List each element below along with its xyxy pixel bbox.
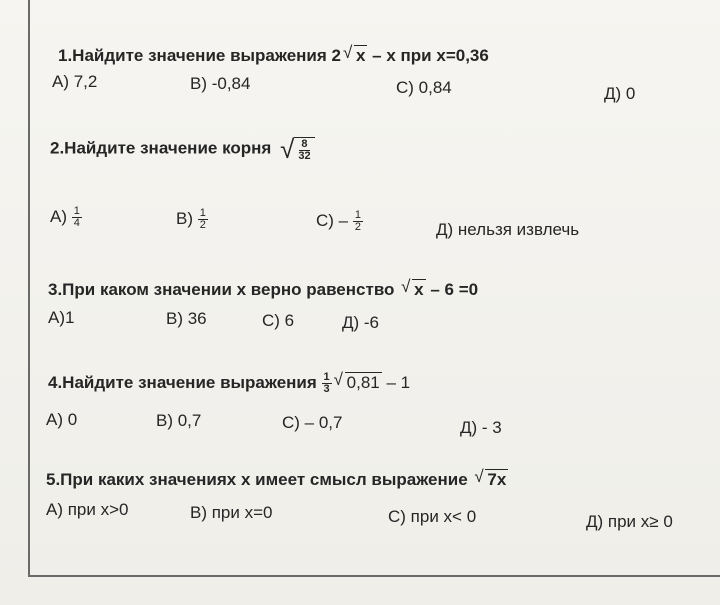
fraction: $\frac{1}{3}$	[323, 371, 330, 395]
fraction: $\frac{1}{2}$	[199, 207, 206, 231]
q1-option-d[interactable]: Д) 0	[604, 84, 636, 103]
fraction: $\frac{1}{2}$	[354, 209, 361, 233]
fraction	[296, 139, 312, 162]
question-1	[58, 46, 489, 66]
q2-option-a[interactable]	[50, 206, 82, 229]
q1-option-c[interactable]: С) 0,84	[396, 78, 452, 97]
question-4	[48, 372, 410, 395]
q4-option-a[interactable]: А) 0	[46, 410, 78, 429]
question-2	[50, 136, 315, 162]
option-label: С) –	[316, 210, 349, 230]
q5-option-c[interactable]: С) при х< 0	[388, 507, 477, 526]
question-1-radicand: x	[355, 46, 366, 65]
q2-option-d[interactable]: Д) нельзя извлечь	[436, 220, 580, 239]
q2-option-b[interactable]	[176, 208, 208, 231]
fraction: $\frac{1}{4}$	[73, 205, 80, 229]
sqrt-fraction	[280, 136, 315, 162]
q3-option-b[interactable]: В) 36	[166, 309, 207, 328]
sqrt-expression	[334, 373, 382, 393]
q4-option-b[interactable]: В) 0,7	[156, 411, 202, 430]
question-2-prefix: 2.Найдите значение корня	[50, 138, 272, 158]
question-5-radicand: 7x	[487, 470, 507, 489]
option-label: А)	[50, 206, 67, 226]
q5-option-d[interactable]: Д) при х≥ 0	[586, 512, 673, 531]
q3-option-d[interactable]: Д) -6	[342, 313, 380, 332]
question-3-suffix: – 6 =0	[425, 280, 479, 299]
sqrt-expression	[343, 46, 367, 66]
question-3-radicand: x	[414, 280, 424, 299]
q3-option-c[interactable]: С) 6	[262, 311, 295, 330]
option-label: В)	[176, 208, 193, 228]
question-5	[46, 470, 508, 490]
radical-sign: √	[280, 134, 295, 164]
question-3	[48, 280, 478, 300]
question-5-prefix: 5.При каких значениях х имеет смысл выражение	[46, 470, 473, 489]
q1-option-b[interactable]: В) -0,84	[190, 74, 251, 93]
question-4-suffix: – 1	[381, 372, 411, 392]
question-1-suffix: – х при х=0,36	[367, 46, 489, 65]
sqrt-expression	[401, 280, 425, 300]
question-4-radicand: 0,81	[346, 372, 380, 392]
q1-option-a[interactable]: А) 7,2	[52, 72, 98, 91]
q5-option-a[interactable]: А) при х>0	[46, 500, 129, 519]
question-4-prefix: 4.Найдите значение выражения	[48, 372, 317, 392]
fraction-numerator: 8	[301, 137, 308, 150]
q4-option-d[interactable]: Д) - 3	[460, 418, 502, 437]
question-1-prefix: 1.Найдите значение выражения 2	[58, 46, 341, 65]
sqrt-expression	[474, 470, 508, 490]
q2-option-c[interactable]	[316, 210, 363, 233]
question-3-prefix: 3.При каком значении х верно равенство	[48, 280, 400, 299]
fraction-denominator: 32	[298, 149, 311, 162]
q4-option-c[interactable]: С) – 0,7	[282, 413, 343, 432]
q3-option-a[interactable]: А)1	[48, 308, 75, 327]
q5-option-b[interactable]: В) при х=0	[190, 503, 273, 522]
